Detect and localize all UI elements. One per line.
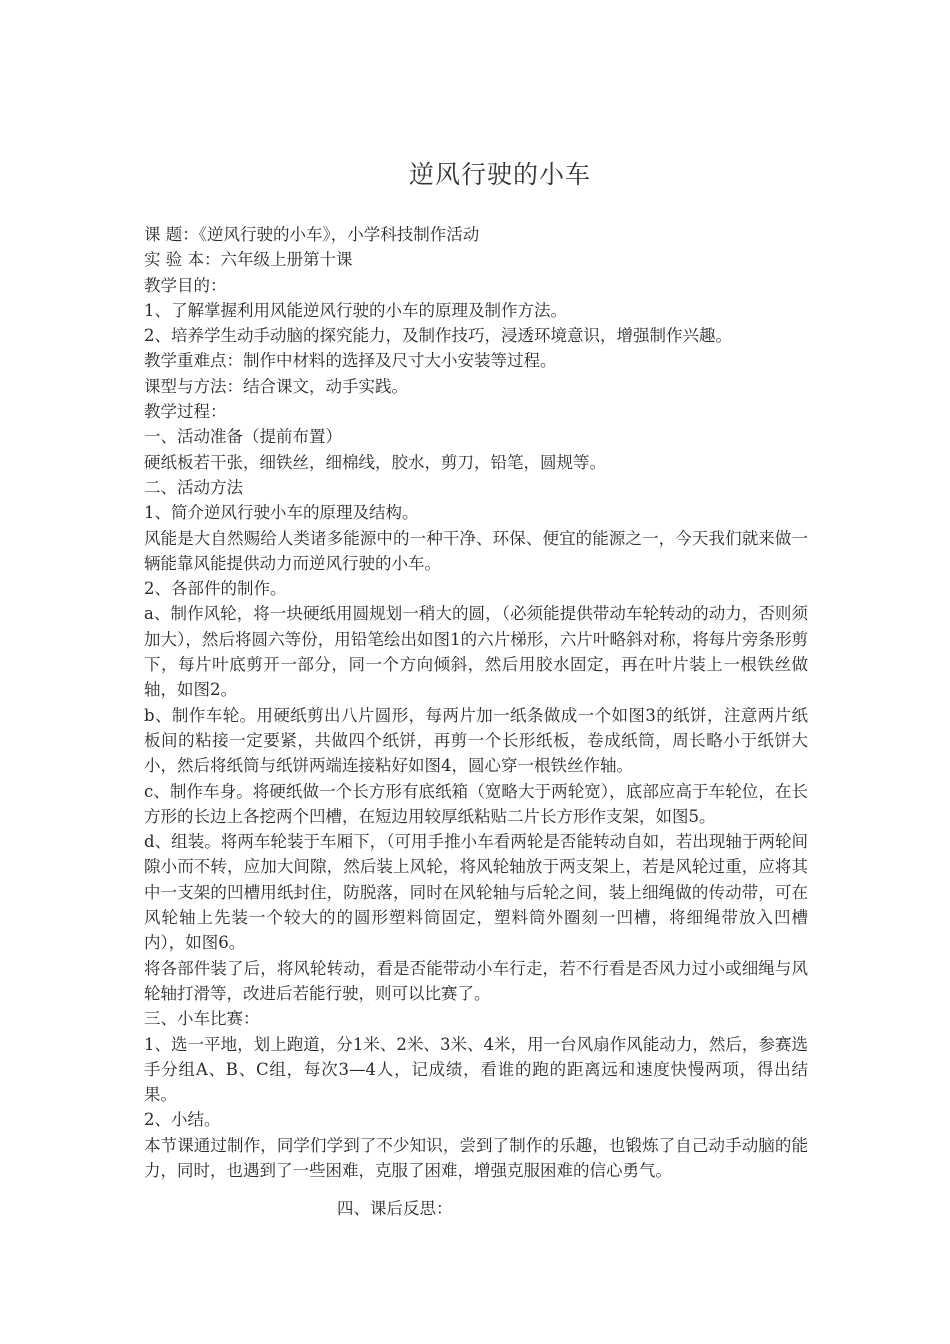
paragraph-goal-1: 1、了解掌握利用风能逆风行驶的小车的原理及制作方法。 (144, 300, 567, 320)
paragraph-key-points: 教学重难点：制作中材料的选择及尺寸大小安装等过程。 (144, 351, 557, 371)
paragraph-textbook: 实 验 本：六年级上册第十课 (144, 250, 353, 270)
paragraph-section-2-heading: 二、活动方法 (144, 477, 243, 497)
paragraph-goal-2: 2、培养学生动手动脑的探究能力，及制作技巧，浸透环境意识，增强制作兴趣。 (144, 326, 732, 346)
paragraph-race-rules: 1、选一平地，划上跑道，分1米、2米、3米、4米，用一台风扇作风能动力，然后，参赛选手分组A、B、C组，每次3—4人，记成绩，看谁的跑的距离远和速度快慢两项，得出结果。 (144, 1034, 808, 1105)
paragraph-parts-heading: 2、各部件的制作。 (144, 579, 287, 599)
paragraph-summary: 本节课通过制作，同学们学到了不少知识，尝到了制作的乐趣，也锻炼了自己动手动脑的能力，同时，也遇到了一些困难，克服了困难，增强克服困难的信心勇气。 (144, 1135, 808, 1180)
paragraph-materials: 硬纸板若干张，细铁丝，细棉线，胶水，剪刀，铅笔，圆规等。 (144, 452, 606, 472)
paragraph-wind-energy: 风能是大自然赐给人类诸多能源中的一种干净、环保、便宜的能源之一，今天我们就来做一辆能靠风能提供动力而逆风行驶的小车。 (144, 528, 808, 573)
paragraph-subject: 课 题：《逆风行驶的小车》，小学科技制作活动 (144, 225, 480, 244)
paragraph-goals-heading: 教学目的： (144, 275, 227, 295)
paragraph-step-b: b、制作车轮。用硬纸剪出八片圆形，每两片加一纸条做成一个如图3的纸饼，注意两片纸板间的粘接一定要紧，共做四个纸饼，再剪一个长形纸板，卷成纸筒，周长略小于纸饼大小，然后将纸筒与纸饼两端连接粘好如图4，圆心穿一根铁丝作轴。 (144, 705, 808, 776)
paragraph-step-a: a、制作风轮，将一块硬纸用圆规划一稍大的圆，（必须能提供带动车轮转动的动力，否则须加大），然后将圆六等份，用铅笔绘出如图1的六片梯形，六片叶略斜对称，将每片旁条形剪下，每片叶底剪开一部分，同一个方向倾斜，然后用胶水固定，再在叶片装上一根铁丝做轴，如图2。 (144, 604, 808, 700)
paragraph-section-1-heading: 一、活动准备（提前布置） (144, 427, 342, 447)
paragraph-section-3-heading: 三、小车比赛： (144, 1009, 260, 1029)
paragraph-step-c: c、制作车身。将硬纸做一个长方形有底纸箱（宽略大于两轮宽），底部应高于车轮位，在长方形的长边上各挖两个凹槽，在短边用较厚纸粘贴二片长方形作支架，如图5。 (144, 781, 808, 826)
paragraph-testing: 将各部件装了后，将风轮转动，看是否能带动小车行走，若不行看是否风力过小或细绳与风轮轴打滑等，改进后若能行驶，则可以比赛了。 (144, 958, 808, 1003)
paragraph-step-d: d、组装。将两车轮装于车厢下，（可用手推小车看两轮是否能转动自如，若出现轴于两轮间隙小而不转，应加大间隙，然后装上风轮，将风轮轴放于两支架上，若是风轮过重，应将其中一支架的凹槽用纸封住，防脱落，同时在风轮轴与后轮之间，装上细绳做的传动带，可在风轮轴上先装一个较大的的圆形塑料筒固定，塑料筒外圈刻一凹槽，将细绳带放入凹槽内），如图6。 (144, 832, 808, 953)
paragraph-intro: 1、简介逆风行驶小车的原理及结构。 (144, 503, 419, 523)
paragraph-methods: 课型与方法：结合课文，动手实践。 (144, 376, 408, 396)
reflection-heading: 四、课后反思： (337, 1199, 453, 1218)
document-title: 逆风行驶的小车 (408, 160, 591, 189)
paragraph-process-heading: 教学过程： (144, 402, 227, 422)
document-body (144, 222, 808, 1183)
paragraph-summary-heading: 2、小结。 (144, 1110, 221, 1130)
